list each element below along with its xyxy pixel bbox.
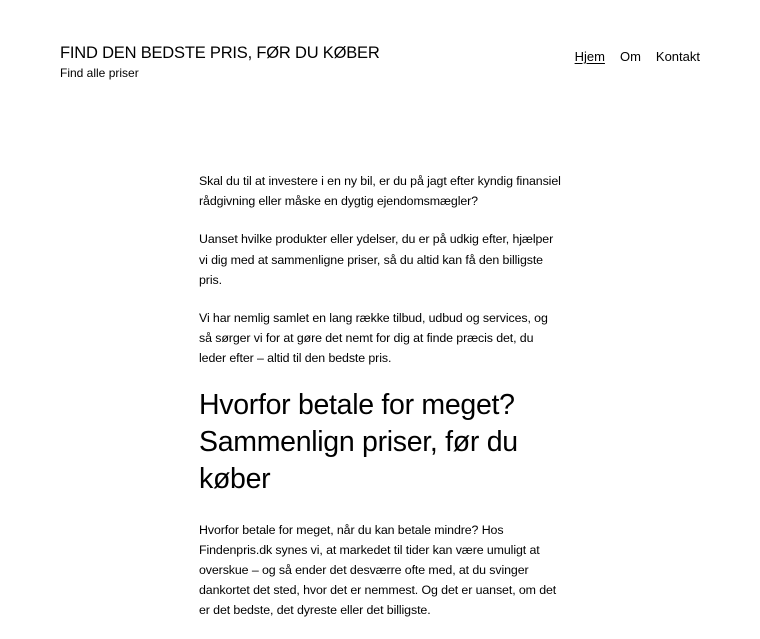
nav-item-kontakt[interactable]: Kontakt [655, 49, 700, 64]
intro-paragraph: Uanset hvilke produkter eller ydelser, du er på udkig efter, hjælper vi dig med at sammenligne priser, så du altid kan få den billigste pris. [199, 232, 554, 287]
site-tagline: Find alle priser [60, 66, 139, 80]
body-paragraph: Hvorfor betale for meget, når du kan betale mindre? Hos Findenpris.dk synes vi, at markedet til tider kan være umuligt at overskue – og så ender det desværre ofte med, at du svinger dankortet det sted, hvor det er nemmest. Og det er uanset, om det er det bedste, det dyreste eller det billigste. [199, 522, 557, 618]
primary-nav [575, 49, 700, 64]
intro-paragraph: Vi har nemlig samlet en lang række tilbud, udbud og services, og så sørger vi for at gøre det nemt for dig at finde præcis det, du leder efter – altid til den bedste pris. [199, 311, 548, 366]
nav-item-om[interactable]: Om [619, 49, 641, 64]
nav-item-hjem[interactable]: Hjem [574, 49, 605, 64]
site-header [0, 0, 760, 150]
section-heading: Hvorfor betale for meget? Sammenlign priser, før du køber [199, 388, 518, 495]
main-content [199, 171, 561, 639]
site-title-link[interactable]: FIND DEN BEDSTE PRIS, FØR DU KØBER [60, 44, 380, 62]
intro-paragraph: Skal du til at investere i en ny bil, er du på jagt efter kyndig finansiel rådgivning eller måske en dygtig ejendomsmægler? [199, 174, 561, 209]
